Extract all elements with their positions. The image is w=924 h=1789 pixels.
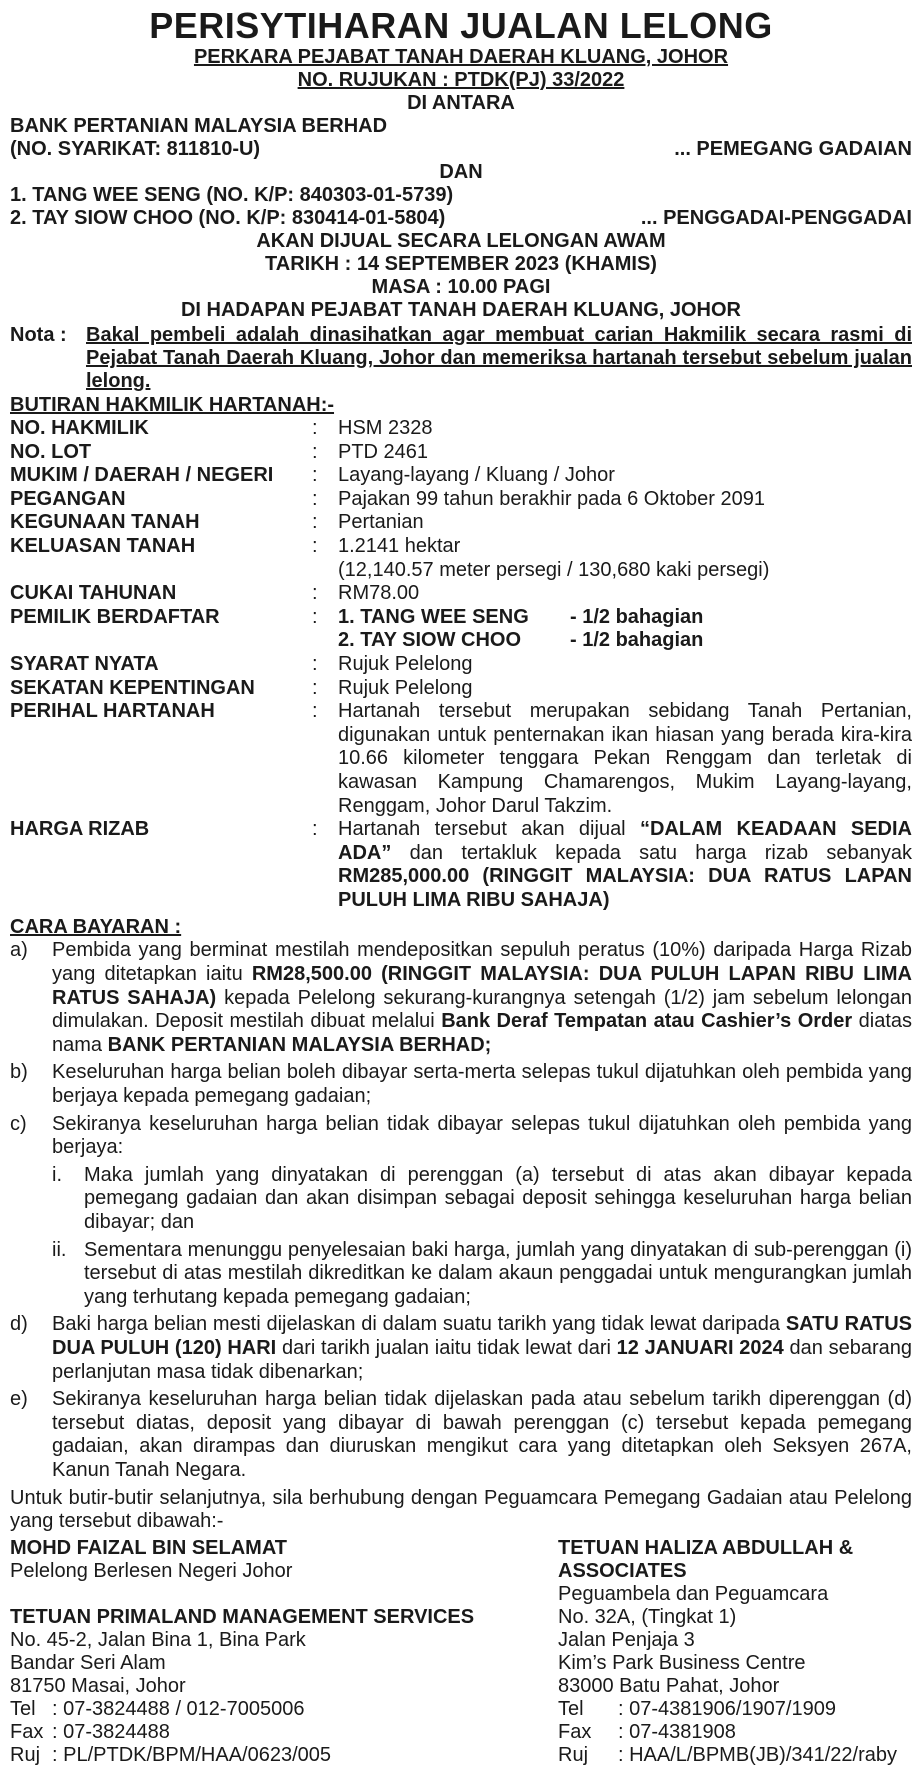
lot-row: NO. LOT : PTD 2461 bbox=[10, 441, 912, 465]
buyer-note bbox=[10, 324, 912, 393]
payment-term-c-ii: ii. Sementara menunggu penyelesaian baki harga, jumlah yang dinyatakan di sub-perenggan (i) tersebut di atas mestilah dikreditkan ke dalam akaun penggadai untuk mengurangkan jumlah yang terhutang kepada pemegang gadaian; bbox=[52, 1238, 912, 1308]
solicitor-ref: Ruj : HAA/L/BPMB(JB)/341/22/raby bbox=[558, 1743, 898, 1766]
title-no-value: HSM 2328 bbox=[338, 417, 433, 439]
auction-details bbox=[10, 230, 912, 322]
payment-terms bbox=[10, 939, 912, 1482]
solicitor-tel: Tel : 07-4381906/1907/1909 bbox=[558, 1697, 836, 1720]
contacts bbox=[10, 1537, 912, 1767]
parties bbox=[10, 115, 912, 230]
title-no-row: NO. HAKMILIK : HSM 2328 bbox=[10, 417, 912, 441]
property-details bbox=[10, 417, 912, 912]
auction-time: MASA : 10.00 PAGI bbox=[371, 276, 551, 298]
land-office-subtitle: PERKARA PEJABAT TANAH DAERAH KLUANG, JOHOR bbox=[193, 46, 729, 68]
owner-2: 2. TAY SIOW CHOO - 1/2 bahagian bbox=[338, 629, 704, 652]
tax-value: RM78.00 bbox=[338, 582, 420, 605]
auctioneer-company: TETUAN PRIMALAND MANAGEMENT SERVICES bbox=[10, 1605, 475, 1628]
express-condition-row: SYARAT NYATA : Rujuk Pelelong bbox=[10, 652, 473, 675]
solicitor-address-1: No. 32A, (Tingkat 1) bbox=[558, 1605, 737, 1628]
notice-title: PERISYTIHARAN JUALAN LELONG bbox=[149, 5, 773, 46]
solicitor-fax: Fax : 07-4381908 bbox=[558, 1720, 736, 1743]
area-detail: (12,140.57 meter persegi / 130,680 kaki persegi) bbox=[338, 558, 770, 581]
payment-term-d: d) Baki harga belian mesti dijelaskan di dalam suatu tarikh yang tidak lewat daripada SATU RATUS DUA PULUH (120) HARI dari tarikh jualan iaitu tidak lewat dari 12 JANUARI 2024 dan sebarang perlanjutan masa tidak dibenarkan; bbox=[10, 1313, 913, 1383]
solicitor-address-2: Jalan Penjaja 3 bbox=[558, 1628, 695, 1651]
chargee-name: BANK PERTANIAN MALAYSIA BERHAD bbox=[10, 115, 388, 137]
payment-term-b: b) Keseluruhan harga belian boleh dibayar serta-merta selepas tukul dijatuhkan oleh pembida yang berjaya kepada pemegang gadaian; bbox=[10, 1061, 912, 1108]
solicitor-address-4: 83000 Batu Pahat, Johor bbox=[558, 1674, 780, 1697]
tax-row: CUKAI TAHUNAN : RM78.00 bbox=[10, 582, 912, 606]
location-value: Layang-layang / Kluang / Johor bbox=[338, 464, 615, 487]
reserve-price-value: Hartanah tersebut akan dijual “DALAM KEADAAN SEDIA ADA” dan tertakluk kepada satu harga rizab sebanyak RM285,000.00 (RINGGIT MALAYSIA: DUA RATUS LAPAN PULUH LIMA RIBU SAHAJA) bbox=[338, 818, 912, 911]
lot-value: PTD 2461 bbox=[338, 440, 429, 463]
owner-row: PEMILIK BERDAFTAR : 1. TANG WEE SENG - 1/2 bahagian 2. TAY SIOW CHOO - 1/2 bahagian bbox=[10, 606, 912, 653]
payment-term-a: a) Pembida yang berminat mestilah mendepositkan sepuluh peratus (10%) daripada Harga Rizab yang ditetapkan iaitu RM28,500.00 (RINGGIT MALAYSIA: DUA PULUH LAPAN RIBU LIMA RATUS SAHAJA) kepada Pelelong sekurang-kurangnya setengah (1/2) jam sebelum lelongan dimulakan. Deposit mestilah dibuat melalui Bank Deraf Tempatan atau Cashier’s Order diatas nama BANK PERTANIAN MALAYSIA BERHAD; bbox=[10, 939, 913, 1056]
payment-term-c: c) Sekiranya keseluruhan harga belian tidak dibayar selepas tukul dijatuhkan oleh pembida yang berjaya: bbox=[10, 1112, 912, 1159]
auctioneer-ref: Ruj : PL/PTDK/BPM/HAA/0623/005 bbox=[10, 1743, 332, 1766]
payment-section-title: CARA BAYARAN : bbox=[10, 916, 182, 939]
auctioneer-contact bbox=[10, 1537, 558, 1767]
land-use-row: KEGUNAAN TANAH : Pertanian bbox=[10, 511, 912, 535]
chargor-role: ... PENGGADAI-PENGGADAI bbox=[640, 207, 912, 229]
chargee-company-no: (NO. SYARIKAT: 811810-U) bbox=[10, 138, 261, 160]
land-use-value: Pertanian bbox=[338, 511, 424, 534]
area-row: KELUASAN TANAH : 1.2141 hektar (12,140.57 meter persegi / 130,680 kaki persegi) bbox=[10, 535, 912, 582]
auction-date: TARIKH : 14 SEPTEMBER 2023 (KHAMIS) bbox=[265, 253, 657, 275]
payment-term-e: e) Sekiranya keseluruhan harga belian tidak dijelaskan pada atau sebelum tarikh diperenggan (d) tersebut diatas, deposit yang dibayar di bawah perenggan (c) tersebut kepada pemegang gadaian, akan dirampas dan diuruskan mengikut cara yang ditetapkan oleh Seksyen 267A, Kanun Tanah Negara. bbox=[10, 1388, 912, 1481]
description-value: Hartanah tersebut merupakan sebidang Tanah Pertanian, digunakan untuk penternakan ikan hiasan yang berada kira-kira 10.66 kilometer tenggara Pekan Renggam dan terletak di kawasan Kampung Chamarengos, Mukim Layang-layang, Renggam, Johor Darul Takzim. bbox=[338, 700, 912, 817]
header bbox=[10, 6, 912, 115]
auctioneer-tel: Tel : 07-3824488 / 012-7005006 bbox=[10, 1697, 305, 1720]
area-value: 1.2141 hektar bbox=[338, 534, 461, 557]
chargor-1: 1. TANG WEE SENG (NO. K/P: 840303-01-5739) bbox=[10, 184, 454, 206]
restriction-row: SEKATAN KEPENTINGAN : Rujuk Pelelong bbox=[10, 676, 473, 699]
tenure-row: PEGANGAN : Pajakan 99 tahun berakhir pada 6 Oktober 2091 bbox=[10, 488, 912, 512]
tenure-value: Pajakan 99 tahun berakhir pada 6 Oktober 2091 bbox=[338, 487, 765, 510]
auction-venue: DI HADAPAN PEJABAT TANAH DAERAH KLUANG, JOHOR bbox=[180, 299, 741, 321]
auctioneer-title: Pelelong Berlesen Negeri Johor bbox=[10, 1559, 293, 1582]
property-section-title: BUTIRAN HAKMILIK HARTANAH:- bbox=[10, 394, 335, 416]
chargee-role: ... PEMEGANG GADAIAN bbox=[674, 138, 912, 160]
owner-1: 1. TANG WEE SENG - 1/2 bahagian bbox=[338, 605, 704, 628]
note-text: Bakal pembeli adalah dinasihatkan agar membuat carian Hakmilik secara rasmi di Pejabat Tanah Daerah Kluang, Johor dan memeriksa hartanah tersebut sebelum jualan lelong. bbox=[86, 324, 912, 392]
solicitor-name-2: ASSOCIATES bbox=[558, 1559, 687, 1582]
auction-announcement: AKAN DIJUAL SECARA LELONGAN AWAM bbox=[256, 230, 666, 252]
between-label: DI ANTARA bbox=[407, 92, 515, 114]
contact-intro: Untuk butir-butir selanjutnya, sila berhubung dengan Peguamcara Pemegang Gadaian atau Pelelong yang tersebut dibawah:- bbox=[10, 1486, 912, 1532]
reserve-price-row: HARGA RIZAB : Hartanah tersebut akan dijual “DALAM KEADAAN SEDIA ADA” dan tertakluk kepada satu harga rizab sebanyak RM285,000.00 (RINGGIT MALAYSIA: DUA RATUS LAPAN PULUH LIMA RIBU SAHAJA) bbox=[10, 818, 912, 911]
solicitor-name-1: TETUAN HALIZA ABDULLAH & bbox=[558, 1536, 854, 1559]
location-row: MUKIM / DAERAH / NEGERI : Layang-layang / Kluang / Johor bbox=[10, 464, 912, 488]
chargor-2: 2. TAY SIOW CHOO (NO. K/P: 830414-01-5804) bbox=[10, 207, 446, 229]
auctioneer-fax: Fax : 07-3824488 bbox=[10, 1720, 170, 1743]
description-row: PERIHAL HARTANAH : Hartanah tersebut merupakan sebidang Tanah Pertanian, digunakan untuk penternakan ikan hiasan yang berada kira-kira 10.66 kilometer tenggara Pekan Renggam dan terletak di kawasan Kampung Chamarengos, Mukim Layang-layang, Renggam, Johor Darul Takzim. bbox=[10, 700, 912, 817]
reference-number: NO. RUJUKAN : PTDK(PJ) 33/2022 bbox=[297, 69, 625, 91]
and-label: DAN bbox=[439, 161, 483, 183]
payment-term-c-i: i. Maka jumlah yang dinyatakan di perenggan (a) tersebut di atas akan dibayar kepada pemegang gadaian dan akan disimpan sebagai deposit sehingga keseluruhan harga belian dibayar; dan bbox=[52, 1163, 912, 1233]
auctioneer-address-2: Bandar Seri Alam bbox=[10, 1651, 166, 1674]
note-label: Nota : bbox=[10, 324, 67, 346]
auctioneer-name: MOHD FAIZAL BIN SELAMAT bbox=[10, 1536, 288, 1559]
auctioneer-address-3: 81750 Masai, Johor bbox=[10, 1674, 186, 1697]
auctioneer-address-1: No. 45-2, Jalan Bina 1, Bina Park bbox=[10, 1628, 306, 1651]
solicitor-contact bbox=[558, 1537, 912, 1767]
solicitor-address-3: Kim’s Park Business Centre bbox=[558, 1651, 806, 1674]
solicitor-title: Peguambela dan Peguamcara bbox=[558, 1582, 829, 1605]
